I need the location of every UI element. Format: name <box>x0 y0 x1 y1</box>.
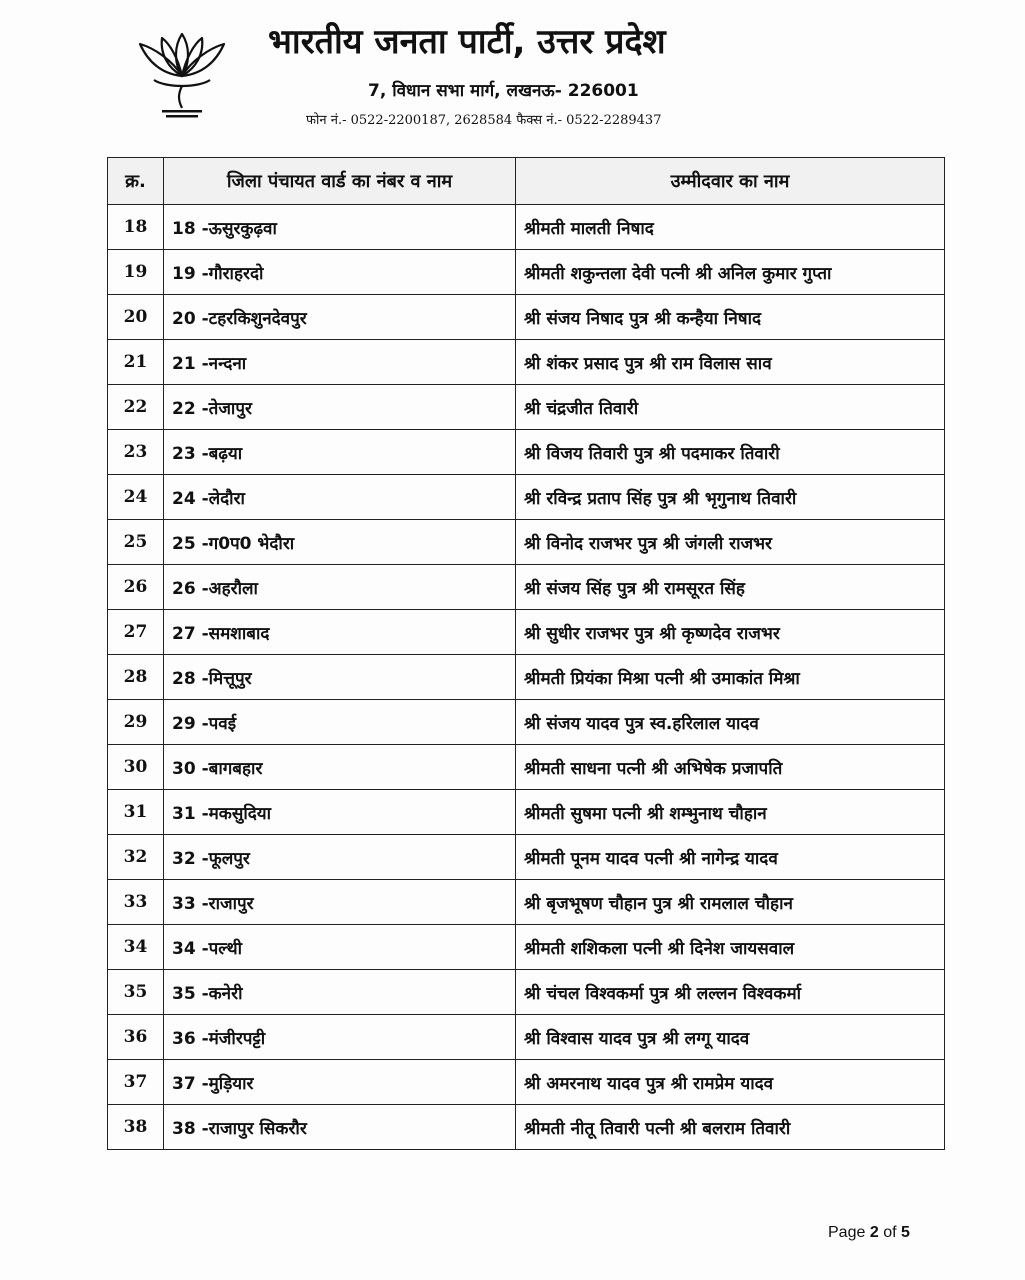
current-page: 2 <box>869 1224 879 1241</box>
table-row <box>108 925 945 970</box>
serial-cell: 27 <box>108 610 164 655</box>
table-row <box>108 1060 945 1105</box>
ward-cell: 20 -टहरकिशुनदेवपुर <box>164 295 516 340</box>
serial-cell: 23 <box>108 430 164 475</box>
serial-cell: 32 <box>108 835 164 880</box>
serial-cell: 30 <box>108 745 164 790</box>
table-row <box>108 745 945 790</box>
candidate-cell: श्री रविन्द्र प्रताप सिंह पुत्र श्री भृगुनाथ तिवारी <box>516 475 945 520</box>
serial-cell: 37 <box>108 1060 164 1105</box>
table-row <box>108 430 945 475</box>
table-row <box>108 340 945 385</box>
candidate-cell: श्री सुधीर राजभर पुत्र श्री कृष्णदेव राजभर <box>516 610 945 655</box>
candidate-cell: श्रीमती शकुन्तला देवी पत्नी श्री अनिल कुमार गुप्ता <box>516 250 945 295</box>
serial-cell: 21 <box>108 340 164 385</box>
serial-cell: 24 <box>108 475 164 520</box>
header-candidate: उम्मीदवार का नाम <box>516 158 945 205</box>
header-row <box>108 158 945 205</box>
ward-cell: 25 -ग0प0 भेदौरा <box>164 520 516 565</box>
table-row <box>108 205 945 250</box>
ward-cell: 24 -लेदौरा <box>164 475 516 520</box>
table-row <box>108 295 945 340</box>
serial-cell: 38 <box>108 1105 164 1150</box>
ward-cell: 32 -फूलपुर <box>164 835 516 880</box>
candidate-cell: श्री बृजभूषण चौहान पुत्र श्री रामलाल चौहान <box>516 880 945 925</box>
serial-cell: 18 <box>108 205 164 250</box>
table-row <box>108 880 945 925</box>
page-word: Page <box>828 1224 866 1241</box>
lotus-logo-icon <box>132 24 232 124</box>
candidate-cell: श्री संजय निषाद पुत्र श्री कन्हैया निषाद <box>516 295 945 340</box>
ward-cell: 22 -तेजापुर <box>164 385 516 430</box>
table-row <box>108 790 945 835</box>
ward-cell: 18 -ऊसुरकुढ़वा <box>164 205 516 250</box>
ward-cell: 33 -राजापुर <box>164 880 516 925</box>
table-row <box>108 970 945 1015</box>
candidate-cell: श्री संजय सिंह पुत्र श्री रामसूरत सिंह <box>516 565 945 610</box>
ward-cell: 34 -पल्थी <box>164 925 516 970</box>
candidate-table <box>107 157 945 1150</box>
candidate-cell: श्री शंकर प्रसाद पुत्र श्री राम विलास साव <box>516 340 945 385</box>
ward-cell: 27 -समशाबाद <box>164 610 516 655</box>
serial-cell: 34 <box>108 925 164 970</box>
table-row <box>108 700 945 745</box>
candidate-cell: श्रीमती मालती निषाद <box>516 205 945 250</box>
table-row <box>108 655 945 700</box>
serial-cell: 28 <box>108 655 164 700</box>
table-row <box>108 385 945 430</box>
table-row <box>108 835 945 880</box>
candidate-cell: श्रीमती शशिकला पत्नी श्री दिनेश जायसवाल <box>516 925 945 970</box>
ward-cell: 28 -मित्तूपुर <box>164 655 516 700</box>
office-address: 7, विधान सभा मार्ग, लखनऊ- 226001 <box>368 81 639 101</box>
candidate-cell: श्रीमती सुषमा पत्नी श्री शम्भुनाथ चौहान <box>516 790 945 835</box>
party-title: भारतीय जनता पार्टी, उत्तर प्रदेश <box>268 22 666 62</box>
candidate-cell: श्री अमरनाथ यादव पुत्र श्री रामप्रेम यादव <box>516 1060 945 1105</box>
serial-cell: 31 <box>108 790 164 835</box>
candidate-cell: श्री चंद्रजीत तिवारी <box>516 385 945 430</box>
ward-cell: 38 -राजापुर सिकरौर <box>164 1105 516 1150</box>
serial-cell: 33 <box>108 880 164 925</box>
table-body <box>108 205 945 1150</box>
ward-cell: 31 -मकसुदिया <box>164 790 516 835</box>
page-number <box>828 1221 948 1245</box>
candidate-cell: श्री चंचल विश्वकर्मा पुत्र श्री लल्लन विश्वकर्मा <box>516 970 945 1015</box>
serial-cell: 25 <box>108 520 164 565</box>
ward-cell: 35 -कनेरी <box>164 970 516 1015</box>
candidate-cell: श्री विनोद राजभर पुत्र श्री जंगली राजभर <box>516 520 945 565</box>
table-row <box>108 1015 945 1060</box>
ward-cell: 36 -मंजीरपट्टी <box>164 1015 516 1060</box>
ward-cell: 19 -गौराहरदो <box>164 250 516 295</box>
serial-cell: 26 <box>108 565 164 610</box>
table-row <box>108 520 945 565</box>
candidate-cell: श्रीमती प्रियंका मिश्रा पत्नी श्री उमाकांत मिश्रा <box>516 655 945 700</box>
candidate-cell: श्रीमती साधना पत्नी श्री अभिषेक प्रजापति <box>516 745 945 790</box>
header-serial: क्र. <box>108 158 164 205</box>
table-row <box>108 475 945 520</box>
contact-numbers: फोन नं.- 0522-2200187, 2628584 फैक्स नं.- 0522-2289437 <box>306 113 662 128</box>
serial-cell: 19 <box>108 250 164 295</box>
of-word: of <box>883 1224 897 1241</box>
ward-cell: 23 -बढ़या <box>164 430 516 475</box>
candidate-cell: श्री विजय तिवारी पुत्र श्री पदमाकर तिवारी <box>516 430 945 475</box>
serial-cell: 20 <box>108 295 164 340</box>
table-header <box>108 158 945 205</box>
table-row <box>108 250 945 295</box>
candidate-cell: श्रीमती नीतू तिवारी पत्नी श्री बलराम तिवारी <box>516 1105 945 1150</box>
serial-cell: 36 <box>108 1015 164 1060</box>
serial-cell: 35 <box>108 970 164 1015</box>
ward-cell: 30 -बागबहार <box>164 745 516 790</box>
table-row <box>108 1105 945 1150</box>
ward-cell: 29 -पवई <box>164 700 516 745</box>
candidate-cell: श्री विश्वास यादव पुत्र श्री लग्गू यादव <box>516 1015 945 1060</box>
ward-cell: 21 -नन्दना <box>164 340 516 385</box>
table-row <box>108 610 945 655</box>
table-row <box>108 565 945 610</box>
ward-cell: 37 -मुड़ियार <box>164 1060 516 1105</box>
serial-cell: 22 <box>108 385 164 430</box>
candidate-cell: श्रीमती पूनम यादव पत्नी श्री नागेन्द्र यादव <box>516 835 945 880</box>
header-ward: जिला पंचायत वार्ड का नंबर व नाम <box>164 158 516 205</box>
serial-cell: 29 <box>108 700 164 745</box>
candidate-cell: श्री संजय यादव पुत्र स्व.हरिलाल यादव <box>516 700 945 745</box>
ward-cell: 26 -अहरौला <box>164 565 516 610</box>
total-pages: 5 <box>900 1224 910 1241</box>
